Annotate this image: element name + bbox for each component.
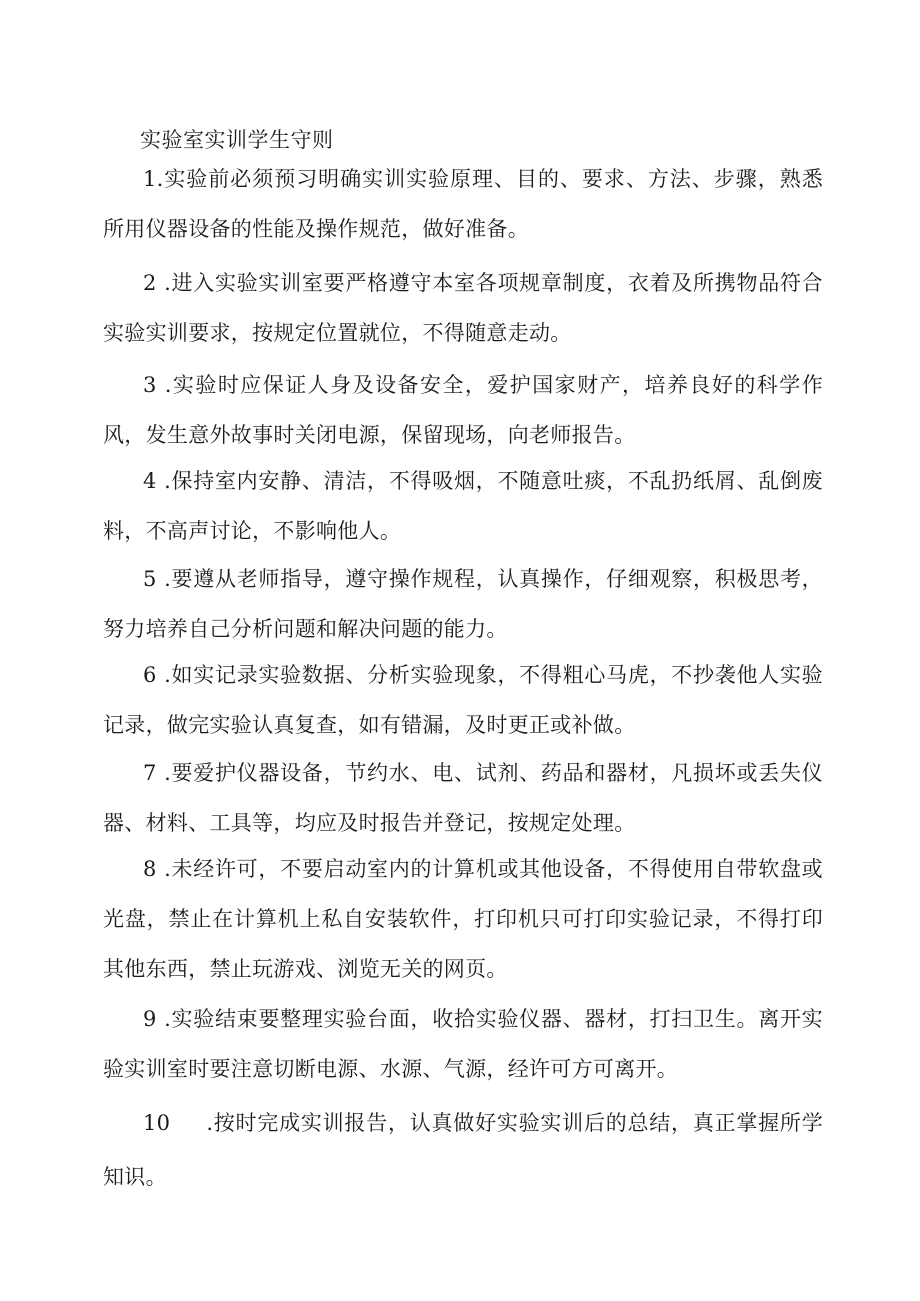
- rule-number: 2 .: [143, 271, 172, 295]
- rule-text: 保持室内安静、清洁，不得吸烟，不随意吐痰，不乱扔纸屑、乱倒废料，不高声讨论，不影响他人。: [103, 469, 823, 543]
- rule-text: 要爱护仪器设备，节约水、电、试剂、药品和器材，凡损坏或丢失仪器、材料、工具等，均应及时报告并登记，按规定处理。: [103, 761, 823, 835]
- rule-text: 未经许可，不要启动室内的计算机或其他设备，不得使用自带软盘或光盘，禁止在计算机上私自安装软件，打印机只可打印实验记录，不得打印其他东西，禁止玩游戏、浏览无关的网页。: [103, 857, 823, 981]
- rule-number: 8 .: [143, 857, 172, 881]
- document-title: 实验室实训学生守则: [140, 128, 334, 152]
- rule-number: 6 .: [143, 663, 172, 687]
- rule-text: 实验时应保证人身及设备安全，爱护国家财产，培养良好的科学作风，发生意外故事时关闭电源，保留现场，向老师报告。: [103, 373, 823, 447]
- rule-6: [103, 650, 823, 750]
- rule-number: 1.: [143, 167, 164, 191]
- rule-number: 9 .: [143, 1007, 172, 1031]
- rule-2: [103, 258, 823, 358]
- rule-10: [103, 1096, 823, 1204]
- rule-8: [103, 844, 823, 994]
- rule-5: [103, 554, 823, 654]
- rule-text: 如实记录实验数据、分析实验现象，不得粗心马虎，不抄袭他人实验记录，做完实验认真复查，如有错漏，及时更正或补做。: [103, 663, 823, 737]
- rule-1: [103, 154, 823, 254]
- rule-7: [103, 748, 823, 848]
- rule-number: 7 .: [143, 761, 172, 785]
- rule-number: 10: [143, 1111, 171, 1135]
- rule-number: 5 .: [143, 567, 172, 591]
- rule-text: 要遵从老师指导，遵守操作规程，认真操作，仔细观察，积极思考，努力培养自己分析问题和解决问题的能力。: [103, 567, 823, 641]
- rule-text: 实验结束要整理实验台面，收拾实验仪器、器材，打扫卫生。离开实验实训室时要注意切断电源、水源、气源，经许可方可离开。: [103, 1007, 823, 1081]
- rule-number: 3 .: [143, 373, 172, 397]
- rule-number: 4 .: [143, 469, 172, 493]
- rule-text: .按时完成实训报告，认真做好实验实训后的总结，真正掌握所学知识。: [103, 1111, 823, 1189]
- rule-3: [103, 360, 823, 460]
- rule-4: [103, 456, 823, 556]
- rule-text: 进入实验实训室要严格遵守本室各项规章制度，衣着及所携物品符合实验实训要求，按规定位置就位，不得随意走动。: [103, 271, 823, 345]
- rule-9: [103, 994, 823, 1094]
- rule-text: 实验前必须预习明确实训实验原理、目的、要求、方法、步骤，熟悉所用仪器设备的性能及操作规范，做好准备。: [103, 167, 823, 241]
